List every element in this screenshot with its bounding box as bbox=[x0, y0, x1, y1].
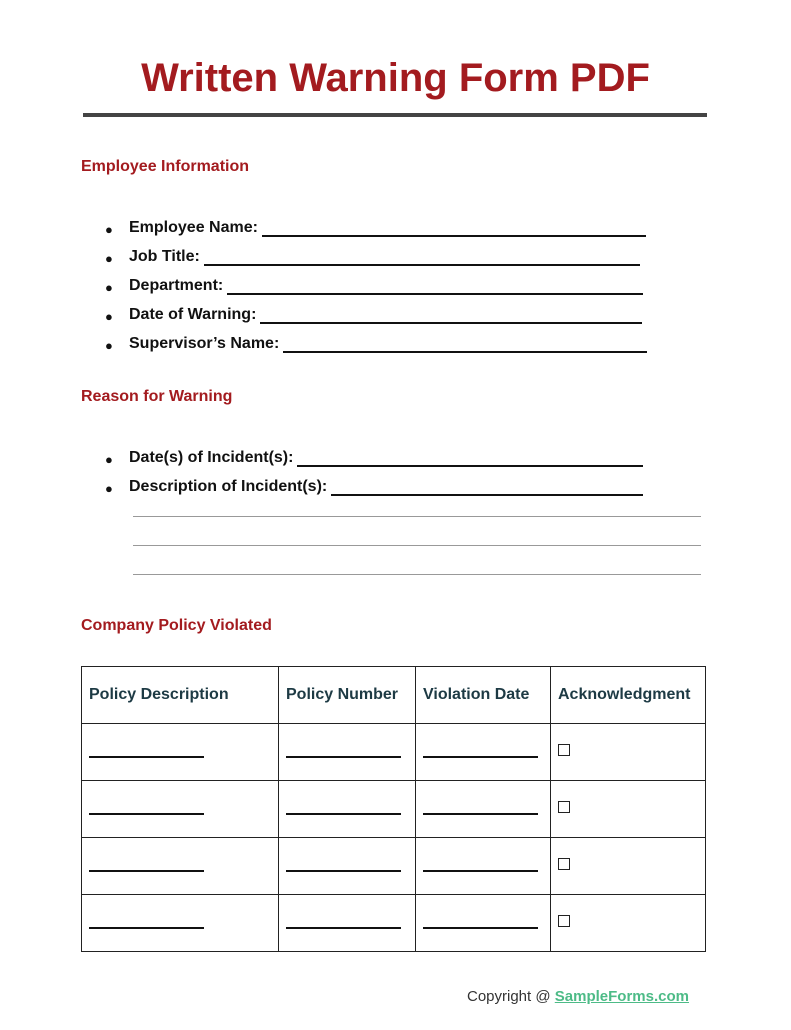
field-label: Supervisor’s Name: bbox=[129, 335, 280, 352]
title-divider bbox=[83, 113, 707, 117]
field-label: Employee Name: bbox=[129, 219, 258, 236]
table-cell bbox=[82, 724, 279, 781]
table-cell bbox=[416, 895, 551, 952]
table-cell bbox=[551, 781, 706, 838]
table-cell bbox=[279, 838, 416, 895]
copyright-text: Copyright @ bbox=[467, 988, 555, 1005]
blank-line[interactable] bbox=[423, 927, 538, 929]
blank-line[interactable] bbox=[89, 870, 204, 872]
table-cell bbox=[416, 781, 551, 838]
field-incident-dates[interactable]: ● Date(s) of Incident(s): bbox=[105, 438, 643, 467]
field-department[interactable]: ● Department: bbox=[105, 266, 647, 295]
footer bbox=[467, 988, 689, 1005]
blank-line[interactable] bbox=[260, 308, 642, 324]
column-header: Violation Date bbox=[416, 667, 551, 724]
blank-line[interactable] bbox=[89, 927, 204, 929]
blank-line[interactable] bbox=[262, 221, 646, 237]
field-label: Job Title: bbox=[129, 248, 200, 265]
acknowledgment-checkbox[interactable] bbox=[558, 744, 570, 756]
table-header-row bbox=[82, 667, 706, 724]
table-cell bbox=[551, 838, 706, 895]
field-supervisor-name[interactable]: ● Supervisor’s Name: bbox=[105, 324, 647, 353]
blank-line[interactable] bbox=[286, 756, 401, 758]
field-label: Date of Warning: bbox=[129, 306, 257, 323]
blank-line[interactable] bbox=[331, 480, 643, 496]
blank-line[interactable] bbox=[286, 813, 401, 815]
table-cell bbox=[279, 781, 416, 838]
blank-line[interactable] bbox=[227, 279, 643, 295]
description-line[interactable] bbox=[133, 545, 701, 546]
field-label: Department: bbox=[129, 277, 224, 294]
blank-line[interactable] bbox=[297, 451, 643, 467]
blank-line[interactable] bbox=[423, 813, 538, 815]
table-row bbox=[82, 724, 706, 781]
field-job-title[interactable]: ● Job Title: bbox=[105, 237, 647, 266]
description-line[interactable] bbox=[133, 574, 701, 575]
acknowledgment-checkbox[interactable] bbox=[558, 858, 570, 870]
description-line[interactable] bbox=[133, 516, 701, 517]
employee-fields bbox=[105, 208, 647, 353]
blank-line[interactable] bbox=[423, 756, 538, 758]
blank-line[interactable] bbox=[204, 250, 640, 266]
table-cell bbox=[82, 838, 279, 895]
field-employee-name[interactable]: ● Employee Name: bbox=[105, 208, 647, 237]
section-heading-policy: Company Policy Violated bbox=[81, 617, 272, 634]
column-header: Acknowledgment bbox=[551, 667, 706, 724]
table-cell bbox=[279, 895, 416, 952]
reason-fields bbox=[105, 438, 643, 496]
field-label: Date(s) of Incident(s): bbox=[129, 449, 294, 466]
table-row bbox=[82, 838, 706, 895]
section-heading-employee: Employee Information bbox=[81, 158, 250, 175]
table-cell bbox=[551, 895, 706, 952]
acknowledgment-checkbox[interactable] bbox=[558, 915, 570, 927]
table-row bbox=[82, 781, 706, 838]
blank-line[interactable] bbox=[283, 337, 647, 353]
page-title: Written Warning Form PDF bbox=[141, 56, 650, 100]
section-heading-reason: Reason for Warning bbox=[81, 388, 233, 405]
policy-table bbox=[81, 666, 706, 952]
table-cell bbox=[416, 724, 551, 781]
blank-line[interactable] bbox=[89, 813, 204, 815]
table-cell bbox=[416, 838, 551, 895]
blank-line[interactable] bbox=[286, 927, 401, 929]
table-row bbox=[82, 895, 706, 952]
column-header: Policy Number bbox=[279, 667, 416, 724]
blank-line[interactable] bbox=[286, 870, 401, 872]
column-header: Policy Description bbox=[82, 667, 279, 724]
blank-line[interactable] bbox=[423, 870, 538, 872]
acknowledgment-checkbox[interactable] bbox=[558, 801, 570, 813]
sampleforms-link[interactable]: SampleForms.com bbox=[554, 988, 689, 1005]
table-cell bbox=[82, 781, 279, 838]
field-label: Description of Incident(s): bbox=[129, 478, 328, 495]
field-date-of-warning[interactable]: ● Date of Warning: bbox=[105, 295, 647, 324]
field-incident-description[interactable]: ● Description of Incident(s): bbox=[105, 467, 643, 496]
table-cell bbox=[279, 724, 416, 781]
table-cell bbox=[82, 895, 279, 952]
table-cell bbox=[551, 724, 706, 781]
blank-line[interactable] bbox=[89, 756, 204, 758]
